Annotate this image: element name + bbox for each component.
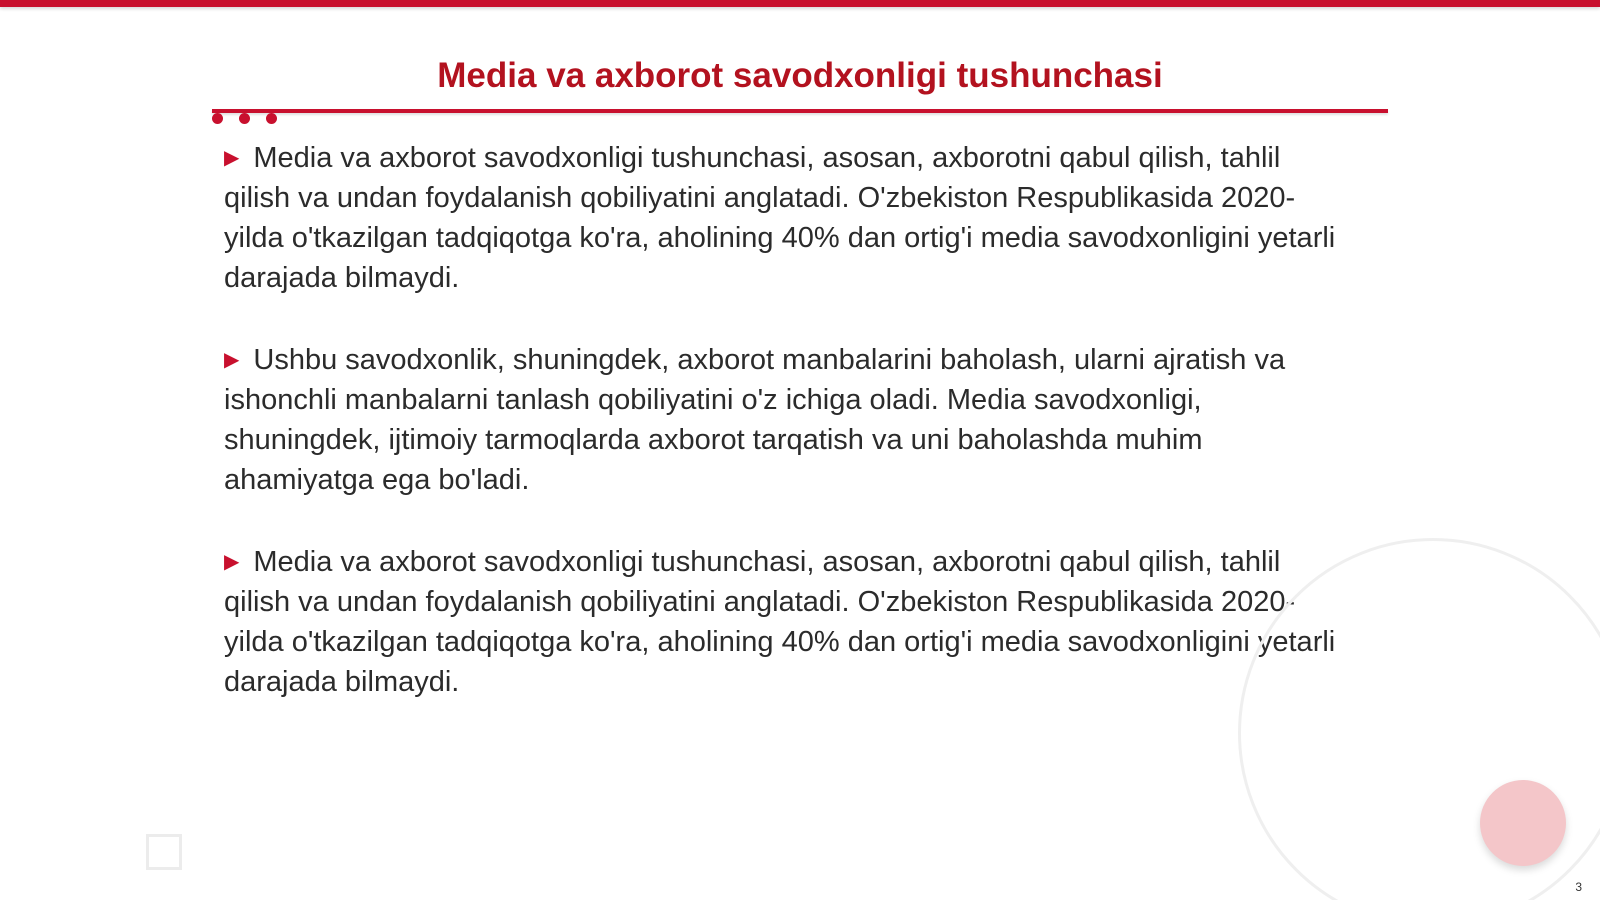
decor-square-outline <box>146 834 182 870</box>
top-accent-bar <box>0 0 1600 7</box>
decor-dot <box>239 113 250 124</box>
bullet-arrow-icon: ▶ <box>224 349 240 371</box>
bullet-item <box>224 138 1349 298</box>
bullet-text: Media va axborot savodxonligi tushunchasi, asosan, axborotni qabul qilish, tahlil qilish va undan foydalanish qobiliyatini anglatadi. O'zbekiston Respublikasida 2020-yilda o'tkazilgan tadqiqotga ko'ra, aholining 40% dan ortig'i media savodxonligini yetarli darajada bilmaydi. <box>224 546 1336 698</box>
bullet-item <box>224 542 1349 702</box>
decor-dot <box>212 113 223 124</box>
title-underline <box>212 109 1388 113</box>
bullet-arrow-icon: ▶ <box>224 551 240 573</box>
bullet-item <box>224 340 1349 500</box>
bullet-text: Ushbu savodxonlik, shuningdek, axborot manbalarini baholash, ularni ajratish va ishonchli manbalarni tanlash qobiliyatini o'z ichiga oladi. Media savodxonligi, shuningdek, ijtimoiy tarmoqlarda axborot tarqatish va uni baholashda muhim ahamiyatga ega bo'ladi. <box>224 344 1286 496</box>
slide-title: Media va axborot savodxonligi tushunchasi <box>437 56 1163 95</box>
bullet-text: Media va axborot savodxonligi tushunchasi, asosan, axborotni qabul qilish, tahlil qilish va undan foydalanish qobiliyatini anglatadi. O'zbekiston Respublikasida 2020-yilda o'tkazilgan tadqiqotga ko'ra, aholining 40% dan ortig'i media savodxonligini yetarli darajada bilmaydi. <box>224 142 1336 294</box>
page-number: 3 <box>1575 880 1582 894</box>
bullet-arrow-icon: ▶ <box>224 147 240 169</box>
bullet-list <box>224 138 1349 744</box>
decor-dot <box>266 113 277 124</box>
decor-pink-circle <box>1480 780 1566 866</box>
